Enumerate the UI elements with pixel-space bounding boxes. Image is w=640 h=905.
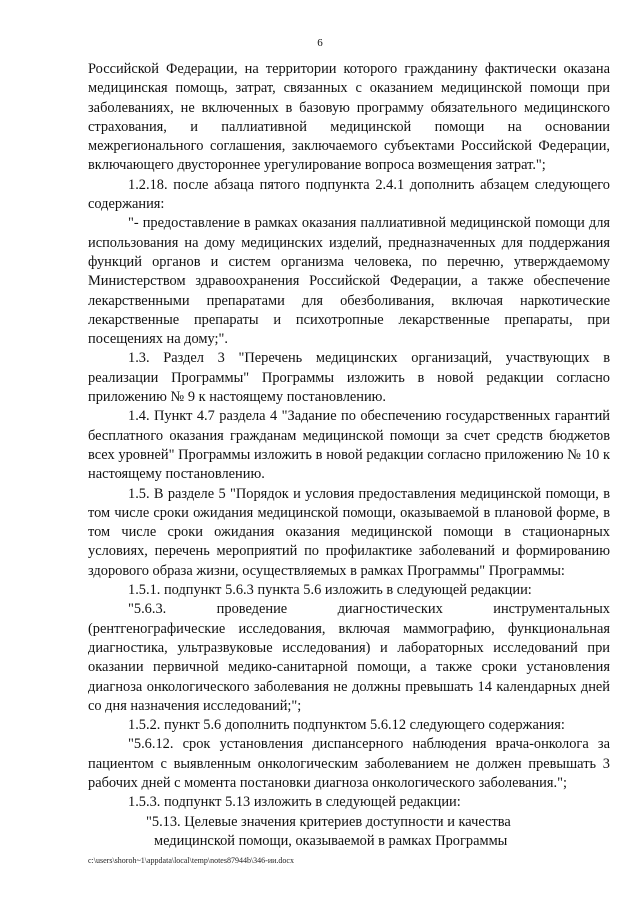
paragraph-1-5-1: 1.5.1. подпункт 5.6.3 пункта 5.6 изложить в следующей редакции: [128,582,532,599]
paragraph-1-5-3: 1.5.3. подпункт 5.13 изложить в следующей редакции: [128,794,461,811]
document-body [88,60,610,851]
page-number: 6 [317,37,323,49]
paragraph-quote-palliative: "- предоставление в рамках оказания паллиативной медицинской помощи для использования на дому медицинских изделий, предназначенных для поддержания функций органов и систем организма человека, по перечню, утверждаемому Министерством здравоохранения Российской Федерации, а также обеспечение лекарственными препаратами для обезболивания, включая наркотические лекарственные препараты и психотропные лекарственные препараты, при посещениях на дому;". [88,215,610,348]
paragraph-1-5: 1.5. В разделе 5 "Порядок и условия предоставления медицинской помощи, в том числе сроки ожидания медицинской помощи, оказываемой в плановой форме, в том числе сроки ожидания оказания медицинской помощи в стационарных условиях, перечень мероприятий по профилактике заболеваний и формированию здорового образа жизни, осуществляемых в рамках Программы" Программы: [88,485,610,579]
paragraph-quote-5-6-12: "5.6.12. срок установления диспансерного наблюдения врача-онколога за пациентом с выявленным онкологическим заболеванием не должен превышать 3 рабочих дней с момента постановки диагноза онкологического заболевания."; [88,736,610,791]
paragraph-1-4: 1.4. Пункт 4.7 раздела 4 "Задание по обеспечению государственных гарантий бесплатного оказания гражданам медицинской помощи за счет средств бюджетов всех уровней" Программы изложить в новой редакции согласно приложению № 10 к настоящему постановлению. [88,408,610,483]
section-heading-line-2: медицинской помощи, оказываемой в рамках Программы [154,832,508,849]
paragraph-1-5-2: 1.5.2. пункт 5.6 дополнить подпунктом 5.6.12 следующего содержания: [128,717,565,734]
paragraph-1-3: 1.3. Раздел 3 "Перечень медицинских организаций, участвующих в реализации Программы" Программы изложить в новой редакции согласно приложению № 9 к настоящему постановлению. [88,350,610,406]
paragraph-continuation: Российской Федерации, на территории которого гражданину фактически оказана медицинская помощь, затрат, связанных с оказанием медицинской помощи при заболеваниях, не включенных в базовую программу обязательного медицинского страхования, и паллиативной медицинской помощи на основании межрегионального соглашения, заключаемого субъектами Российской Федерации, включающего двустороннее урегулирование вопроса возмещения затрат."; [88,61,610,174]
paragraph-1-2-18: 1.2.18. после абзаца пятого подпункта 2.4.1 дополнить абзацем следующего содержания: [88,176,610,213]
footer-file-path: c:\users\shoroh~1\appdata\local\temp\notes87944b\346-ии.docx [88,856,294,865]
section-heading-line-1: "5.13. Целевые значения критериев доступности и качества [146,813,511,830]
paragraph-quote-5-6-3: "5.6.3. проведение диагностических инструментальных (рентгенографические исследования, включая маммографию, функциональная диагностика, ультразвуковые исследования) и лабораторных исследований при оказании первичной медико-санитарной помощи, а также сроки установления диагноза онкологического заболевания не должны превышать 14 календарных дней со дня назначения исследований;"; [88,601,610,714]
